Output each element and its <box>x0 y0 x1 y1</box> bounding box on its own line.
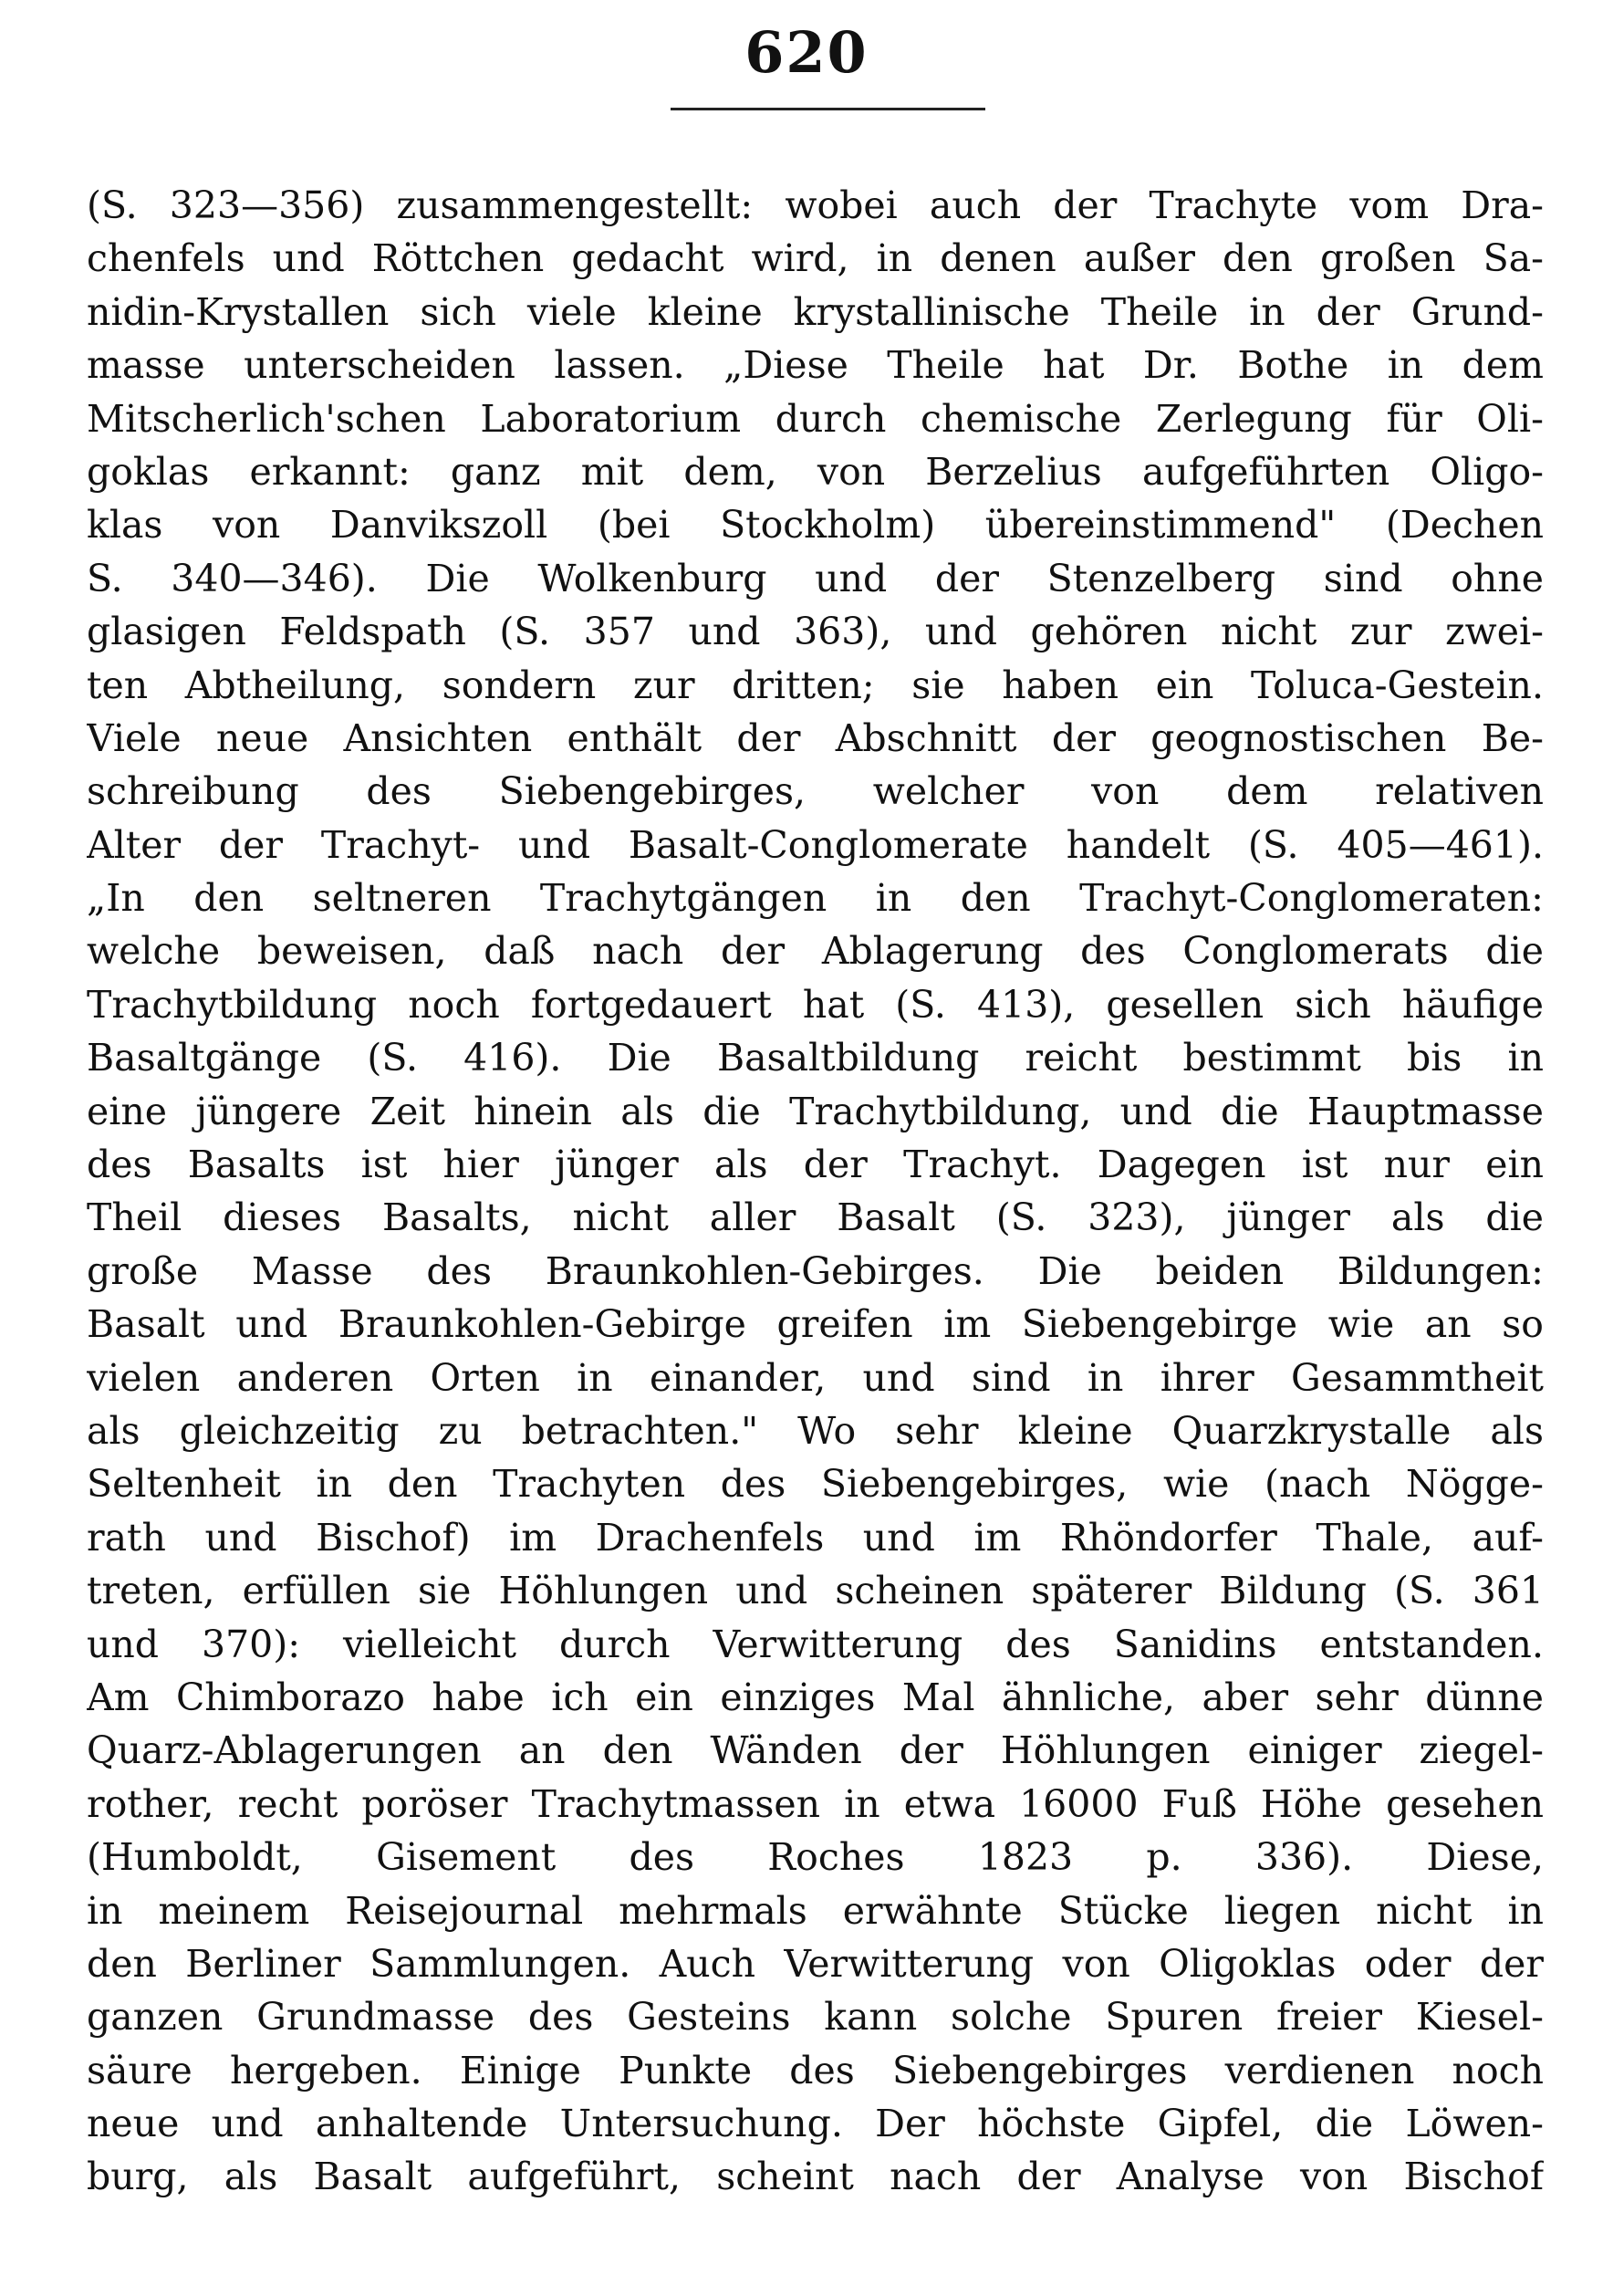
text-line: Basaltgänge (S. 416). Die Basaltbildung reicht bestimmt bis in <box>87 1036 1544 1080</box>
text-line: Seltenheit in den Trachyten des Siebengebirges, wie (nach Nögge- <box>87 1462 1544 1507</box>
text-line: und 370): vielleicht durch Verwitterung des Sanidins entstanden. <box>87 1622 1544 1666</box>
text-line: Mitscherlich'schen Laboratorium durch chemische Zerlegung für Oli- <box>87 396 1544 441</box>
text-line: burg, als Basalt aufgeführt, scheint nach der Analyse von Bischof <box>87 2155 1544 2199</box>
text-line: ten Abtheilung, sondern zur dritten; sie haben ein Toluca-Gestein. <box>87 663 1544 707</box>
text-line: welche beweisen, daß nach der Ablagerung des Conglomerats die <box>87 929 1544 974</box>
text-line: eine jüngere Zeit hinein als die Trachytbildung, und die Hauptmasse <box>87 1089 1544 1133</box>
text-line: nidin-Krystallen sich viele kleine krystallinische Theile in der Grund- <box>87 289 1544 334</box>
text-line: Theil dieses Basalts, nicht aller Basalt (S. 323), jünger als die <box>87 1195 1544 1240</box>
text-line: rath und Bischof) im Drachenfels und im Rhöndorfer Thale, auf- <box>87 1515 1544 1560</box>
text-line: (S. 323—356) zusammengestellt: wobei auch der Trachyte vom Dra- <box>87 183 1544 227</box>
text-line: ganzen Grundmasse des Gesteins kann solche Spuren freier Kiesel- <box>87 1995 1544 2040</box>
body-text <box>87 179 1544 2204</box>
text-line: säure hergeben. Einige Punkte des Siebengebirges verdienen noch <box>87 2048 1544 2092</box>
text-line: Am Chimborazo habe ich ein einziges Mal ähnliche, aber sehr dünne <box>87 1675 1544 1719</box>
text-line: (Humboldt, Gisement des Roches 1823 p. 336). Diese, <box>87 1835 1544 1880</box>
text-line: Quarz-Ablagerungen an den Wänden der Höhlungen einiger ziegel- <box>87 1728 1544 1773</box>
text-line: in meinem Reisejournal mehrmals erwähnte Stücke liegen nicht in <box>87 1888 1544 1933</box>
text-line: S. 340—346). Die Wolkenburg und der Stenzelberg sind ohne <box>87 556 1544 600</box>
text-line: schreibung des Siebengebirges, welcher von dem relativen <box>87 769 1544 814</box>
text-line: goklas erkannt: ganz mit dem, von Berzelius aufgeführten Oligo- <box>87 449 1544 494</box>
text-line: Trachytbildung noch fortgedauert hat (S. 413), gesellen sich häufige <box>87 982 1544 1027</box>
text-line: den Berliner Sammlungen. Auch Verwitterung von Oligoklas oder der <box>87 1941 1544 1986</box>
text-line: Basalt und Braunkohlen-Gebirge greifen im Siebengebirge wie an so <box>87 1302 1544 1347</box>
text-line: große Masse des Braunkohlen-Gebirges. Die beiden Bildungen: <box>87 1248 1544 1293</box>
text-line: vielen anderen Orten in einander, und sind in ihrer Gesammtheit <box>87 1355 1544 1400</box>
text-line: treten, erfüllen sie Höhlungen und scheinen späterer Bildung (S. 361 <box>87 1569 1544 1613</box>
page-number: 620 <box>744 19 869 86</box>
text-line: klas von Danvikszoll (bei Stockholm) übereinstimmend" (Dechen <box>87 503 1544 548</box>
text-line: rother, recht poröser Trachytmassen in etwa 16000 Fuß Höhe gesehen <box>87 1781 1544 1826</box>
text-line: chenfels und Röttchen gedacht wird, in denen außer den großen Sa- <box>87 236 1544 281</box>
text-line: neue und anhaltende Untersuchung. Der höchste Gipfel, die Löwen- <box>87 2102 1544 2146</box>
text-line: Alter der Trachyt- und Basalt-Conglomerate handelt (S. 405—461). <box>87 822 1544 867</box>
header-rule <box>671 108 985 110</box>
text-line: des Basalts ist hier jünger als der Trachyt. Dagegen ist nur ein <box>87 1143 1544 1187</box>
text-line: masse unterscheiden lassen. „Diese Theile hat Dr. Bothe in dem <box>87 343 1544 388</box>
text-line: glasigen Feldspath (S. 357 und 363), und gehören nicht zur zwei- <box>87 610 1544 654</box>
text-line: Viele neue Ansichten enthält der Abschnitt der geognostischen Be- <box>87 715 1544 760</box>
text-line: „In den seltneren Trachytgängen in den Trachyt-Conglomeraten: <box>87 876 1544 921</box>
text-line: als gleichzeitig zu betrachten." Wo sehr kleine Quarzkrystalle als <box>87 1408 1544 1453</box>
